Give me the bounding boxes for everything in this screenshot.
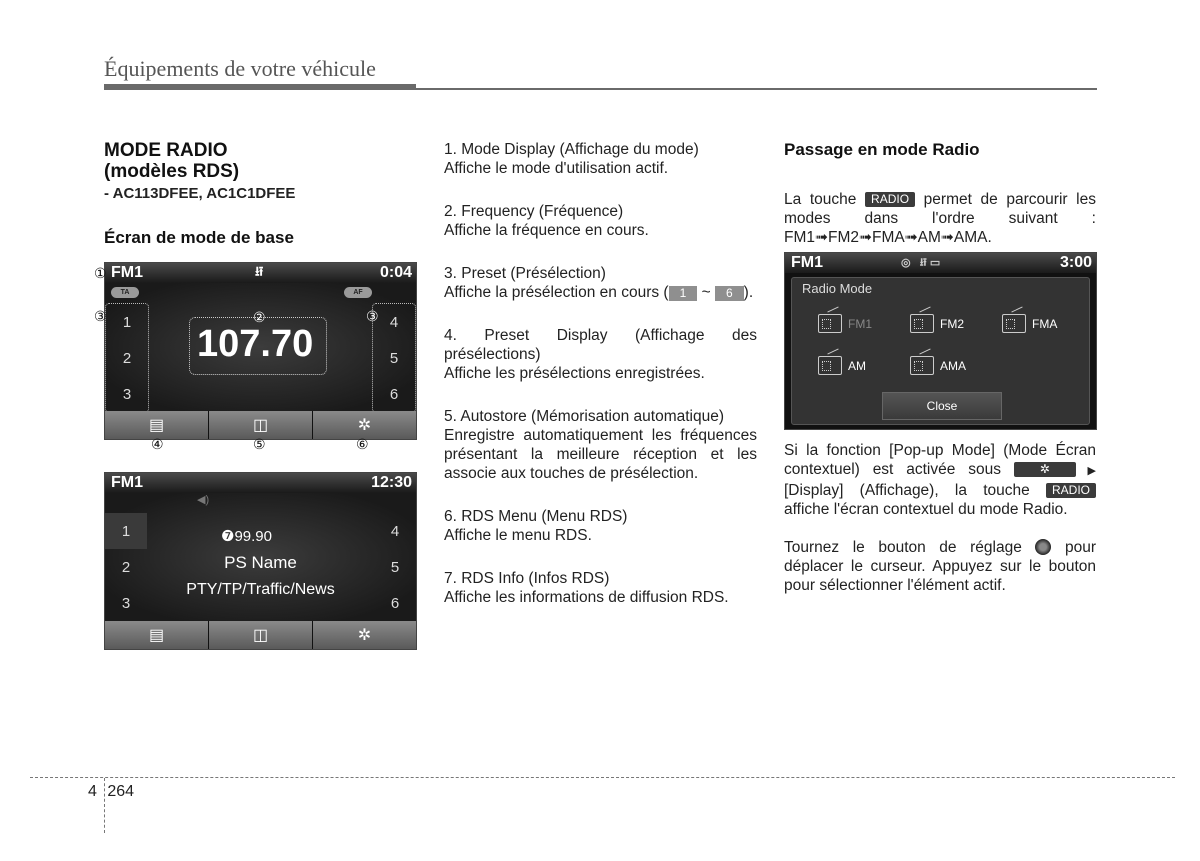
preset-button-6[interactable]: 6 xyxy=(390,594,400,612)
preset-button-3[interactable]: 3 xyxy=(122,385,132,403)
footer-rule xyxy=(30,777,1175,778)
feature-item xyxy=(444,507,757,545)
feature-text: Affiche le mode d'utilisation actif. xyxy=(444,160,669,177)
page-header-title: Équipements de votre véhicule xyxy=(104,56,376,81)
para-text: affiche l'écran contextuel du mode Radio. xyxy=(784,501,1068,518)
radio-screen-basic xyxy=(104,262,417,440)
mode-label: AM xyxy=(848,358,866,373)
radio-mode-paragraph xyxy=(784,190,1096,247)
preset-button-6[interactable]: 6 xyxy=(389,385,399,403)
feature-title: 1. Mode Display (Affichage du mode) xyxy=(444,141,699,158)
para-text: pour déplacer le curseur. Appuyez sur le bouton pour sélectionner l'élément actif. xyxy=(784,539,1097,594)
section-heading-line2: (modèles RDS) xyxy=(104,161,240,182)
feature-text xyxy=(444,283,757,302)
callout-3-left: ③ xyxy=(94,308,107,324)
ps-name: PS Name xyxy=(224,553,297,572)
radio-screen-rds xyxy=(104,472,417,650)
clock: 12:30 xyxy=(371,474,412,491)
feature-item xyxy=(444,264,757,302)
mode-label: FM2 xyxy=(940,316,964,331)
callout-5: ⑤ xyxy=(253,436,266,452)
feature-item xyxy=(444,140,757,178)
setup-key xyxy=(1014,462,1076,477)
feature-text: Enregistre automatiquement les fréquences présentant la meilleure réception et les associe aux touches de présélection. xyxy=(444,427,757,482)
feature-title: 7. RDS Info (Infos RDS) xyxy=(444,570,610,587)
screen-body xyxy=(105,493,416,621)
preset-button-5[interactable]: 5 xyxy=(390,558,400,576)
preset-button-1[interactable]: 1 xyxy=(105,513,147,549)
autostore-icon: ◫ xyxy=(252,417,269,434)
mode-option-fm2[interactable] xyxy=(910,314,964,333)
screen-status-bar xyxy=(105,263,416,283)
preset-list-right xyxy=(372,303,416,413)
feature-title: 6. RDS Menu (Menu RDS) xyxy=(444,508,628,525)
mode-option-fm1[interactable] xyxy=(818,314,872,333)
preset-button-2[interactable]: 2 xyxy=(121,558,131,576)
subheading-basic-screen: Écran de mode de base xyxy=(104,228,294,247)
radio-memory-button[interactable] xyxy=(105,621,209,649)
dialog-title: Radio Mode xyxy=(802,281,873,296)
feature-text: Affiche les informations de diffusion RDS. xyxy=(444,589,729,606)
mode-label: AMA xyxy=(940,358,967,373)
callout-6: ⑥ xyxy=(356,436,369,452)
radio-memory-icon: ▤ xyxy=(148,627,165,644)
feature-item xyxy=(444,202,757,240)
autostore-icon: ◫ xyxy=(252,627,269,644)
radio-icon xyxy=(818,314,842,333)
usb-icon: ⭿ xyxy=(255,264,264,279)
radio-icon xyxy=(1002,314,1026,333)
page-value: 264 xyxy=(107,783,135,800)
band-label: FM1 xyxy=(111,474,143,491)
preset-button-2[interactable]: 2 xyxy=(122,349,132,367)
radio-memory-icon: ▤ xyxy=(148,417,165,434)
preset-button-3[interactable]: 3 xyxy=(121,594,131,612)
radio-mode-popup-screen xyxy=(784,252,1097,430)
gear-icon: ✲ xyxy=(1039,462,1050,476)
autostore-button[interactable] xyxy=(209,411,313,439)
feature-title: 3. Preset (Présélection) xyxy=(444,265,606,282)
screen-button-bar xyxy=(105,621,416,649)
preset-key-1: 1 xyxy=(669,286,698,301)
radio-icon xyxy=(910,356,934,375)
close-button[interactable]: Close xyxy=(882,392,1002,420)
feature-text-part: Affiche la présélection en cours ( xyxy=(444,284,669,301)
clock: 0:04 xyxy=(379,264,412,281)
gear-icon: ✲ xyxy=(357,627,372,644)
radio-mode-dialog xyxy=(791,277,1090,425)
screen-body xyxy=(105,283,416,411)
models-list: - AC113DFEE, AC1C1DFEE xyxy=(104,185,296,202)
radio-icon xyxy=(818,356,842,375)
pty-info: PTY/TP/Traffic/News xyxy=(186,581,335,598)
para-text: permet de parcourir les modes dans l'ordre suivant : FM1➟FM2➟FMA➟AM➟AMA. xyxy=(784,191,1096,246)
section-heading-line1: MODE RADIO xyxy=(104,140,228,161)
feature-item xyxy=(444,326,757,383)
feature-item xyxy=(444,407,757,483)
preset-button-4[interactable]: 4 xyxy=(389,313,399,331)
para-text: [Display] (Affichage), la touche xyxy=(784,482,1030,499)
screen-status-bar xyxy=(105,473,416,493)
chapter-number: 4 xyxy=(88,783,97,800)
tilde: ~ xyxy=(701,284,711,301)
autostore-button[interactable] xyxy=(209,621,313,649)
mode-option-am[interactable] xyxy=(818,356,866,375)
preset-list-left xyxy=(105,303,149,413)
rds-menu-button[interactable] xyxy=(313,621,416,649)
preset-button-4[interactable]: 4 xyxy=(390,522,400,540)
preset-key-6: 6 xyxy=(715,286,744,301)
feature-item xyxy=(444,569,757,607)
feature-text: Affiche les présélections enregistrées. xyxy=(444,365,705,382)
mode-option-fma[interactable] xyxy=(1002,314,1057,333)
feature-title: 5. Autostore (Mémorisation automatique) xyxy=(444,408,724,425)
screen-status-bar xyxy=(785,253,1096,273)
tune-knob-icon xyxy=(1035,539,1051,555)
para-text: Tournez le bouton de réglage xyxy=(784,539,1022,556)
page-number xyxy=(88,783,134,801)
ta-badge: TA xyxy=(111,287,139,298)
popup-paragraph xyxy=(784,441,1096,519)
para-text: Si la fonction [Pop-up Mode] (Mode Écran contextuel) est activée sous xyxy=(784,442,1096,478)
mode-label: FM1 xyxy=(848,316,872,331)
feature-list xyxy=(444,140,757,607)
header-rule-thin xyxy=(416,88,1097,90)
radio-mode-heading: Passage en mode Radio xyxy=(784,140,980,159)
mode-label: FMA xyxy=(1032,316,1058,331)
frequency-display: 107.70 xyxy=(197,323,314,365)
screen-button-bar xyxy=(105,411,416,439)
feature-text: Affiche le menu RDS. xyxy=(444,527,592,544)
radio-icon xyxy=(910,314,934,333)
para-text: La touche xyxy=(784,191,857,208)
band-label: FM1 xyxy=(111,264,143,281)
play-icon: ▶ xyxy=(1075,465,1096,477)
callout-2: ② xyxy=(253,309,266,325)
radio-memory-button[interactable] xyxy=(105,411,209,439)
feature-title: 4. Preset Display (Affichage des présélections) xyxy=(444,327,757,363)
clock: 3:00 xyxy=(1059,254,1092,271)
band-label: FM1 xyxy=(791,254,823,271)
radio-key: RADIO xyxy=(865,192,915,207)
callout-7: ❼ xyxy=(221,528,235,545)
header-rule xyxy=(104,84,416,90)
af-badge: AF xyxy=(344,287,372,298)
knob-paragraph xyxy=(784,538,1096,595)
gear-icon: ✲ xyxy=(357,417,372,434)
callout-1: ① xyxy=(94,265,107,281)
mode-option-ama[interactable] xyxy=(910,356,966,375)
rds-frequency: 99.90 xyxy=(234,528,272,545)
section-heading xyxy=(104,140,239,182)
feature-text-part: ). xyxy=(743,284,754,301)
status-icons: ◎ ⭿ ▭ xyxy=(901,257,941,269)
feature-text: Affiche la fréquence en cours. xyxy=(444,222,649,239)
feature-title: 2. Frequency (Fréquence) xyxy=(444,203,624,220)
radio-key: RADIO xyxy=(1046,483,1096,498)
rds-menu-button[interactable] xyxy=(313,411,416,439)
preset-button-1[interactable]: 1 xyxy=(122,313,132,331)
callout-3-right: ③ xyxy=(366,308,379,324)
rds-frequency-line xyxy=(221,527,272,545)
mute-icon: ◀) xyxy=(197,494,210,506)
callout-4: ④ xyxy=(151,436,164,452)
preset-button-5[interactable]: 5 xyxy=(389,349,399,367)
